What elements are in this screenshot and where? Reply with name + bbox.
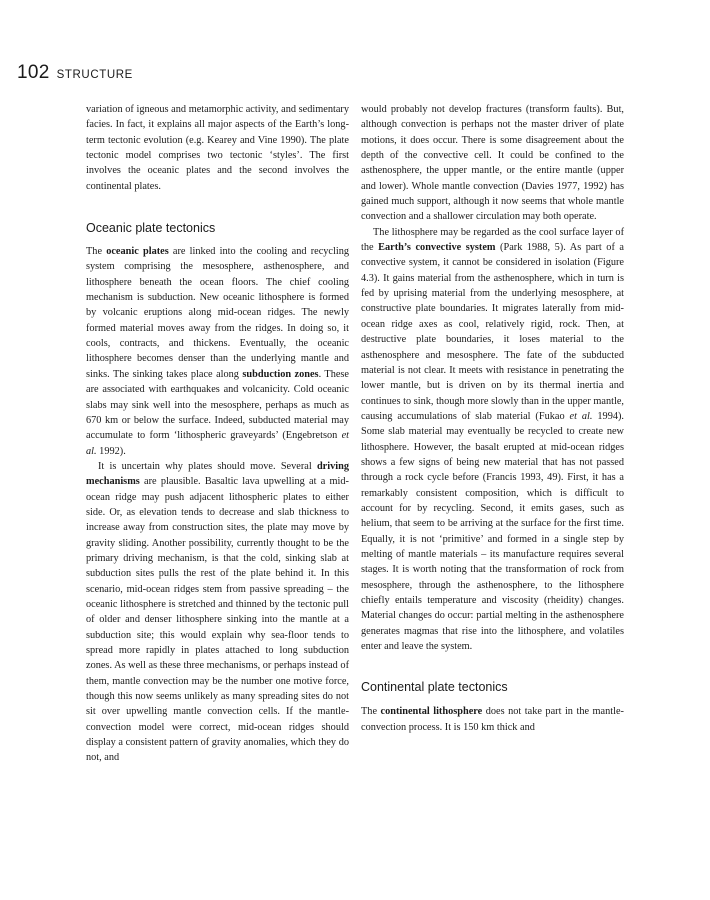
continental-paragraph: The continental lithosphere does not take part in the mantle-convection process. It is 150 km thick and — [361, 706, 624, 733]
oceanic-paragraph-2: It is uncertain why plates should move. Several driving mechanisms are plausible. Basaltic lava upwelling at a mid-ocean ridge may push adjacent lithospheric plates to either side. Or, as elevation tends to decrease and slab thickness to increase away from construction sites, the plate may move by gravity sliding. Another possibility, currently thought to be the primary driving mechanism, is that the cold, sinking slab at subduction sites pulls the rest of the plate behind it. In this scenario, mid-ocean ridges stem from passive spreading – the oceanic lithosphere is stretched and thinned by the tectonic pull of older and denser lithosphere sinking into the mantle at a subduction site; this would explain why sea-floor tends to spread more rapidly in plates attached to long subduction zones. As well as these three mechanisms, or perhaps instead of them, mantle convection may be the number one motive force, though this now seems unlikely as many spreading sites do not sit over upwelling mantle convection cells. If the mantle-convection model were correct, mid-ocean ridges should display a consistent pattern of gravity anomalies, which they do not, and — [86, 460, 349, 764]
convection-paragraph: would probably not develop fractures (transform faults). But, although convection is perhaps not the master driver of plate motions, it does occur. There is some disagreement about the depth of the convective cell. It could be confined to the asthenosphere, the upper mantle, or the entire mantle (upper and lower). Whole mantle convection (Davies 1977, 1992) has gained much support, although it now seems that whole mantle convection and a shallower circulation may both operate. — [361, 104, 624, 223]
running-head — [17, 62, 133, 84]
term-oceanic-plates: oceanic plates — [106, 246, 169, 258]
oceanic-paragraph-1: The oceanic plates are linked into the cooling and recycling system comprising the mesosphere, asthenosphere, and lithosphere beneath the ocean floors. The chief cooling mechanism is subduction. New oceanic lithosphere is formed by volcanic eruptions along mid-ocean ridges. The newly formed material moves away from the ridges. In doing so, it cools, contracts, and thickens. Eventually, the oceanic lithosphere becomes denser than the underlying mantle and sinks. The sinking takes place along subduction zones. These are associated with earthquakes and volcanicity. Cold oceanic slabs may sink well into the mesosphere, perhaps as much as 670 km or below the surface. Indeed, subducted material may accumulate to form ‘lithospheric graveyards’ (Engebretson et al. 1992). — [86, 246, 349, 457]
oceanic-heading: Oceanic plate tectonics — [86, 221, 216, 236]
lithosphere-paragraph: The lithosphere may be regarded as the cool surface layer of the Earth’s convective system (Park 1988, 5). As part of a convective system, it cannot be considered in isolation (Figure 4.3). It gains material from the asthenosphere, which in turn is fed by uprising material from the underlying mesosphere, at constructive plate boundaries. It migrates laterally from mid-ocean ridge axes as cool, relatively rigid, rock. Then, at destructive plate boundaries, it loses material to the asthenosphere and mesosphere. The fate of the subducted material is not clear. It meets with resistance in penetrating the lower mantle, but is driven on by its thermal inertia and continues to sink, though more slowly than in the upper mantle, causing accumulations of slab material (Fukao et al. 1994). Some slab material may eventually be recycled to create new lithosphere. However, the basalt erupted at mid-ocean ridges shows a few signs of being new material that has not passed through a rock cycle before (Francis 1993, 49). First, it has a remarkably consistent composition, which is difficult to account for by recycling. Second, it emits gases, such as helium, that seem to be arriving at the surface for the first time. Equally, it is not ‘primitive’ and formed in a single step by melting of mantle materials – its manufacture requires several stages. It is worth noting that the transformation of rock from mesosphere, through the asthenosphere, to the lithosphere chiefly entails temperature and viscosity (rheidity) changes. Material changes do occur: partial melting in the asthenosphere generates magmas that rise into the lithosphere, and volatiles enter and leave the system. — [361, 226, 624, 653]
term-driving-mechanisms: driving mechanisms — [86, 460, 349, 488]
page-number: 102 — [17, 62, 50, 83]
left-column — [86, 102, 349, 766]
running-section-title: STRUCTURE — [56, 69, 133, 81]
intro-paragraph: variation of igneous and metamorphic activity, and sedimentary facies. In fact, it explains all major aspects of the Earth’s long-term tectonic evolution (e.g. Kearey and Vine 1990). The plate tectonic model comprises two tectonic ‘styles’. The first involves the oceanic plates and the second involves the continental plates. — [86, 104, 349, 192]
term-convective-system: Earth’s convective system — [378, 242, 496, 254]
right-column — [361, 102, 624, 735]
continental-heading: Continental plate tectonics — [361, 680, 508, 695]
term-continental-lithosphere: continental lithosphere — [380, 706, 483, 718]
term-subduction-zones: subduction zones — [242, 368, 319, 380]
